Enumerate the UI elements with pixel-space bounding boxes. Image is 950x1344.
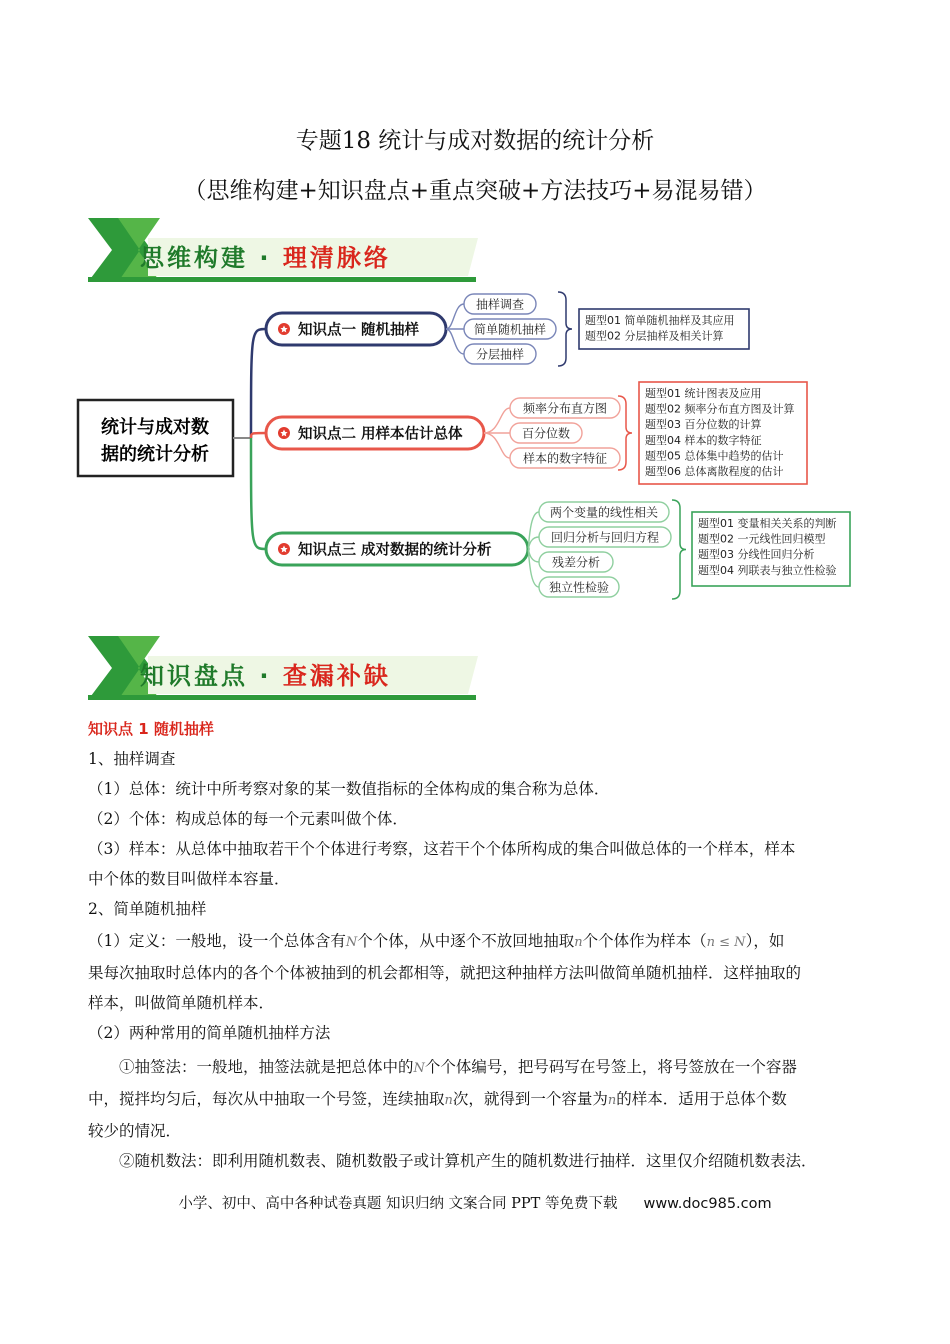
mindmap-type-label: 题型04 样本的数字特征 [645,433,762,447]
mindmap-bracket [558,292,572,366]
banner-underline [88,695,476,700]
paragraph: 样本，叫做简单随机样本． [88,994,275,1012]
paragraph: （1）总体：统计中所考察对象的某一数值指标的全体构成的集合称为总体． [88,780,610,798]
banner-label-left: 知识盘点 [140,662,248,690]
mindmap-node-label: 知识点二 用样本估计总体 [298,426,463,443]
mindmap-type-label: 题型01 简单随机抽样及其应用 [585,314,735,327]
mindmap-type-label: 题型01 变量相关关系的判断 [698,517,837,530]
mindmap-item-label: 两个变量的线性相关 [549,505,659,520]
mindmap-node-label: 知识点一 随机抽样 [298,322,420,339]
banner-underline [88,277,476,282]
paragraph: 中，搅拌均匀后，每次从中抽取一个号签，连续抽取n次，就得到一个容量为n的样本．适用于总体个数 [88,1090,787,1108]
mindmap-type-label: 题型02 分层抽样及相关计算 [585,329,724,343]
mindmap-diagram [76,288,866,608]
mindmap-item-label: 抽样调查 [475,297,525,312]
mindmap-root-line2: 据的统计分析 [101,444,209,465]
section-banner-mindmap [88,218,488,286]
banner-label [140,238,391,273]
mindmap-item-label: 独立性检验 [548,580,610,595]
mindmap-item-label: 简单随机抽样 [473,322,547,337]
mindmap-root [78,400,233,476]
mindmap-type-label: 题型05 总体集中趋势的估计 [645,449,784,463]
banner-label [140,656,391,691]
footer-text: 小学、初中、高中各种试卷真题 知识归纳 文案合同 PPT 等免费下载 [178,1196,618,1212]
mindmap-item-label: 回归分析与回归方程 [550,530,660,545]
mindmap-bracket [672,500,686,599]
footer-url[interactable]: www.doc985.com [643,1196,772,1212]
banner-label-right: 查漏补缺 [282,662,391,690]
paragraph: 中个体的数目叫做样本容量． [88,870,290,888]
section-heading: 1、抽样调查 [88,750,176,768]
section-heading: 2、简单随机抽样 [88,900,207,918]
mindmap-type-label: 题型06 总体离散程度的估计 [645,465,784,478]
mindmap-type-label: 题型04 列联表与独立性检验 [698,563,837,577]
paragraph: （2）个体：构成总体的每一个元素叫做个体． [88,810,408,828]
mindmap-type-label: 题型03 分线性回归分析 [698,548,815,562]
mindmap-type-label: 题型02 频率分布直方图及计算 [645,402,795,416]
paragraph: （2）两种常用的简单随机抽样方法 [88,1024,331,1042]
mindmap-node-label: 知识点三 成对数据的统计分析 [298,542,492,559]
math-n: n [607,1093,617,1108]
paragraph: 较少的情况． [88,1122,182,1140]
math-n: n [444,1093,453,1108]
math-N: N [345,935,358,950]
math-condition: n ≤ N [706,935,746,950]
mindmap-type-label: 题型01 统计图表及应用 [645,387,762,400]
page-subtitle: （思维构建+知识盘点+重点突破+方法技巧+易混易错） [183,178,767,204]
banner-label-dot: · [259,662,272,690]
knowledge-point-title: 知识点 1 随机抽样 [88,720,214,738]
mindmap-item-label: 分层抽样 [475,347,525,362]
mindmap-item-label: 样本的数字特征 [522,451,608,466]
banner-label-dot: · [259,244,272,272]
banner-label-right: 理清脉络 [282,244,391,272]
mindmap-item-label: 频率分布直方图 [522,401,608,416]
mindmap-item-label: 百分位数 [521,426,571,441]
mindmap-item-label: 残差分析 [551,555,601,570]
mindmap-branch [251,382,807,484]
mindmap-type-label: 题型03 百分位数的计算 [645,418,762,432]
section-banner-knowledge [88,636,488,704]
page-footer [0,1192,950,1213]
page-title: 专题18 统计与成对数据的统计分析 [295,128,655,154]
paragraph: （1）定义：一般地，设一个总体含有N个个体，从中逐个不放回地抽取n个个体作为样本（n ≤ N），如 [88,932,785,950]
math-n: n [574,935,583,950]
mindmap-root-line1: 统计与成对数 [101,417,209,438]
mindmap-type-label: 题型02 一元线性回归模型 [698,532,826,546]
paragraph: ②随机数法：即利用随机数表、随机数骰子或计算机产生的随机数进行抽样．这里仅介绍随机数表法． [119,1152,817,1170]
paragraph: 果每次抽取时总体内的各个个体被抽到的机会都相等，就把这种抽样方法叫做简单随机抽样．这样抽取的 [88,964,802,982]
paragraph: ①抽签法：一般地，抽签法就是把总体中的N个个体编号，把号码写在号签上，将号签放在一个容器 [119,1058,797,1076]
paragraph: （3）样本：从总体中抽取若干个个体进行考察，这若干个个体所构成的集合叫做总体的一个样本，样本 [88,840,796,858]
math-N: N [413,1061,425,1076]
content-body [88,714,863,1176]
banner-label-left: 思维构建 [140,244,248,272]
